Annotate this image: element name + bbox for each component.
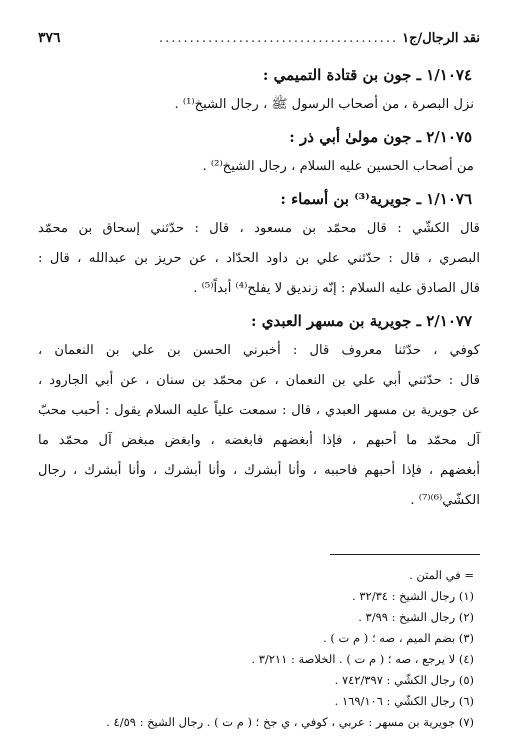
footnote-separator bbox=[330, 554, 480, 555]
entry-text-line: قال : حدّثني أبي علي بن النعمان ، عن محمّد بن سنان ، عن أبي الجارود ، bbox=[38, 373, 480, 388]
footnote-item: (١) رجال الشيخ : ٣٢/٣٤ . bbox=[352, 589, 474, 603]
entry-text-line: كوفي ، حدّثنا معروف قال : أخبرني الحسن بن علي بن النعمان ، bbox=[38, 343, 480, 358]
entry-text-line: من أصحاب الحسين عليه السلام ، رجال الشيخ⁽²⁾ . bbox=[202, 159, 474, 174]
entry-heading: ١/١٠٧٦ ـ جويرية⁽³⁾ بن أسماء : bbox=[280, 190, 472, 208]
entry-text-line: قال الصادق عليه السلام : إنّه زنديق لا يفلح⁽⁴⁾ أبداً⁽⁵⁾ . bbox=[193, 281, 480, 296]
dot-leader: ....................................... bbox=[158, 31, 399, 46]
footnote-item: (٧) جويرية بن مسهر : عربي ، كوفي ، ي جخ ؛ ( م ت ) . رجال الشيخ : ٤/٥٩ . bbox=[106, 715, 474, 729]
footnote-item: (٣) بضم الميم ، صه ؛ ( م ت ) . bbox=[323, 631, 474, 645]
entry-text-line: أبغضهم ، فإذا أحبهم فاحببه ، وأنا أبشرك ، وأنا أبشرك ، وأنا أبشرك ، رجال bbox=[38, 463, 480, 478]
entry-heading: ٢/١٠٧٥ ـ جون مولىٰ أبي ذر : bbox=[289, 128, 472, 146]
entry-heading: ١/١٠٧٤ ـ جون بن قتادة التميمي : bbox=[262, 66, 472, 84]
footnote-item: (٤) لا يرجع ، صه ؛ ( م ت ) . الخلاصة : ٣/٢١١ . bbox=[251, 652, 474, 666]
footnotes bbox=[38, 565, 480, 733]
running-title: نقد الرجال/ج١ bbox=[402, 31, 480, 46]
footnote-item: (٢) رجال الشيخ : ٣/٩٩ . bbox=[358, 610, 474, 624]
running-head bbox=[38, 30, 480, 52]
entry-text-line: عن جويرية بن مسهر العبدي ، قال : سمعت علياً عليه السلام يقول : أحبب محبّ bbox=[38, 403, 480, 418]
page-number: ٣٧٦ bbox=[38, 30, 61, 46]
footnote-continuation: = في المتن . bbox=[409, 568, 474, 582]
entry-heading: ٢/١٠٧٧ ـ جويرية بن مسهر العبدي : bbox=[250, 312, 472, 330]
entry-text-line: البصري ، قال : حدّثني علي بن داود الحدّاد ، عن حريز بن عبدالله ، قال : bbox=[38, 251, 480, 266]
footnote-item: (٥) رجال الكشّي : ٧٤٢/٣٩٧ . bbox=[334, 673, 474, 687]
entry-text-line: الكشّي⁽⁶⁾⁽⁷⁾ . bbox=[410, 493, 480, 508]
entry-text-line: قال الكشّي : قال محمّد بن مسعود ، قال : حدّثني إسحاق بن محمّد bbox=[38, 221, 480, 236]
entry-text-line: نزل البصرة ، من أصحاب الرسول ﷺ ، رجال الشيخ⁽¹⁾ . bbox=[174, 97, 474, 112]
entry-text-line: آل محمّد ما أحبهم ، فإذا أبغضهم فابغضه ، وابغض مبغض آل محمّد ما bbox=[38, 433, 480, 448]
footnote-item: (٦) رجال الكشّي : ١٦٩/١٠٦ . bbox=[334, 694, 474, 708]
